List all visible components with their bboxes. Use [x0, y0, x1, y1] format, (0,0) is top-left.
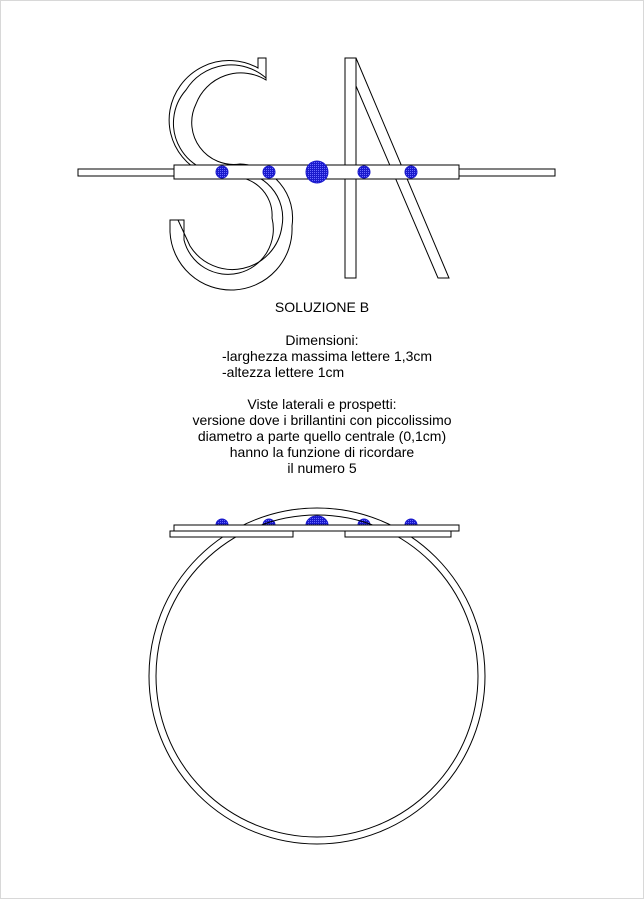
stone-small-1 — [216, 166, 228, 178]
solution-title: SOLUZIONE B — [274, 299, 370, 315]
dimensions-heading-block — [0, 332, 644, 348]
stone-small-4 — [405, 166, 417, 178]
dimension-width: -larghezza massima lettere 1,3cm — [222, 348, 433, 364]
views-line-3: diametro a parte quello centrale (0,1cm) — [197, 428, 447, 444]
stone-side-4 — [405, 519, 417, 525]
dimension-height: -altezza lettere 1cm — [222, 364, 345, 380]
dimensions-list — [222, 348, 432, 380]
views-line-1: Viste laterali e prospetti: — [247, 396, 397, 412]
views-line-2: versione dove i brillantini con piccolissimo — [192, 412, 452, 428]
side-bar — [170, 525, 459, 537]
stone-side-central — [306, 516, 328, 525]
stone-small-3 — [358, 166, 370, 178]
stone-small-2 — [263, 166, 275, 178]
dimensions-heading: Dimensioni: — [285, 332, 359, 348]
top-view-drawing — [0, 0, 644, 300]
views-description — [0, 396, 644, 476]
views-line-5: il numero 5 — [287, 460, 357, 476]
side-view-drawing — [0, 500, 644, 899]
ring — [149, 508, 485, 844]
stone-central — [306, 161, 328, 183]
views-line-4: hanno la funzione di ricordare — [229, 444, 415, 460]
caption-title — [0, 299, 644, 315]
stone-side-1 — [216, 519, 228, 525]
